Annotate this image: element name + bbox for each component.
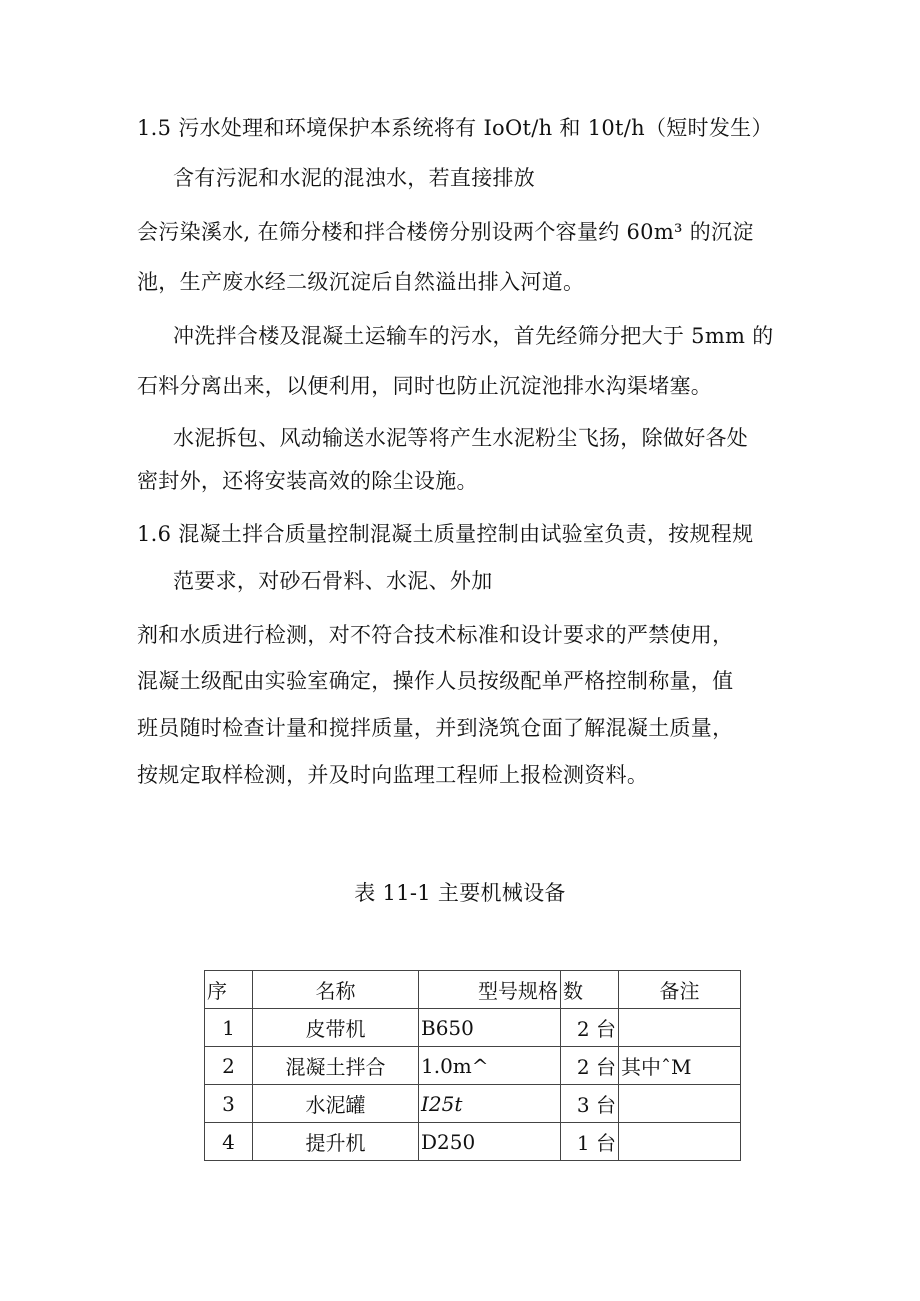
- paragraph-line: 班员随时检查计量和搅拌质量，并到浇筑仓面了解混凝土质量，: [137, 716, 734, 740]
- table-row: [205, 1085, 741, 1123]
- cell-index: 3: [205, 1085, 253, 1123]
- paragraph-line: 冲洗拌合楼及混凝土运输车的污水，首先经筛分把大于 5mm 的: [173, 324, 774, 348]
- cell-model: D250: [419, 1123, 561, 1161]
- header-cell-model: 型号规格: [419, 971, 561, 1009]
- cell-name: 水泥罐: [253, 1085, 419, 1123]
- header-cell-quantity: 数: [561, 971, 619, 1009]
- cell-model: B650: [419, 1009, 561, 1047]
- cell-quantity: 2 台: [561, 1009, 619, 1047]
- paragraph-line: 水泥拆包、风动输送水泥等将产生水泥粉尘飞扬，除做好各处: [173, 426, 749, 450]
- cell-index: 2: [205, 1047, 253, 1085]
- paragraph-line: 含有污泥和水泥的混浊水，若直接排放: [173, 166, 536, 190]
- cell-remarks: [619, 1009, 741, 1047]
- cell-index: 4: [205, 1123, 253, 1161]
- section-1-6-heading: 1.6 混凝土拌合质量控制混凝土质量控制由试验室负责，按规程规: [137, 522, 754, 546]
- cell-quantity: 3 台: [561, 1085, 619, 1123]
- cell-index: 1: [205, 1009, 253, 1047]
- table-caption: 表 11-1 主要机械设备: [354, 881, 566, 905]
- section-1-5-heading: 1.5 污水处理和环境保护本系统将有 IoOt/h 和 10t/h（短时发生）: [137, 116, 773, 140]
- table-row: [205, 1047, 741, 1085]
- cell-remarks: [619, 1123, 741, 1161]
- paragraph-line: 密封外，还将安装高效的除尘设施。: [137, 469, 478, 493]
- cell-quantity: 2 台: [561, 1047, 619, 1085]
- cell-remarks: 其中ˆM: [619, 1047, 741, 1085]
- paragraph-line: 会污染溪水, 在筛分楼和拌合楼傍分别设两个容量约 60m³ 的沉淀: [137, 220, 754, 244]
- cell-name: 混凝土拌合: [253, 1047, 419, 1085]
- cell-name: 提升机: [253, 1123, 419, 1161]
- table-row: [205, 1009, 741, 1047]
- table-header-row: [205, 971, 741, 1009]
- cell-name: 皮带机: [253, 1009, 419, 1047]
- paragraph-line: 范要求，对砂石骨料、水泥、外加: [173, 569, 493, 593]
- paragraph-line: 石料分离出来，以便利用，同时也防止沉淀池排水沟渠堵塞。: [137, 374, 713, 398]
- header-cell-index: 序: [205, 971, 253, 1009]
- cell-model: I25t: [419, 1085, 561, 1123]
- cell-model: 1.0m^: [419, 1047, 561, 1085]
- paragraph-line: 池，生产废水经二级沉淀后自然溢出排入河道。: [137, 270, 585, 294]
- paragraph-line: 剂和水质进行检测，对不符合技术标准和设计要求的严禁使用，: [137, 623, 734, 647]
- cell-remarks: [619, 1085, 741, 1123]
- header-cell-remarks: 备注: [619, 971, 741, 1009]
- cell-quantity: 1 台: [561, 1123, 619, 1161]
- table-row: [205, 1123, 741, 1161]
- header-cell-name: 名称: [253, 971, 419, 1009]
- equipment-table: [204, 970, 741, 1161]
- paragraph-line: 按规定取样检测，并及时向监理工程师上报检测资料。: [137, 763, 649, 787]
- paragraph-line: 混凝土级配由实验室确定，操作人员按级配单严格控制称量，值: [137, 669, 734, 693]
